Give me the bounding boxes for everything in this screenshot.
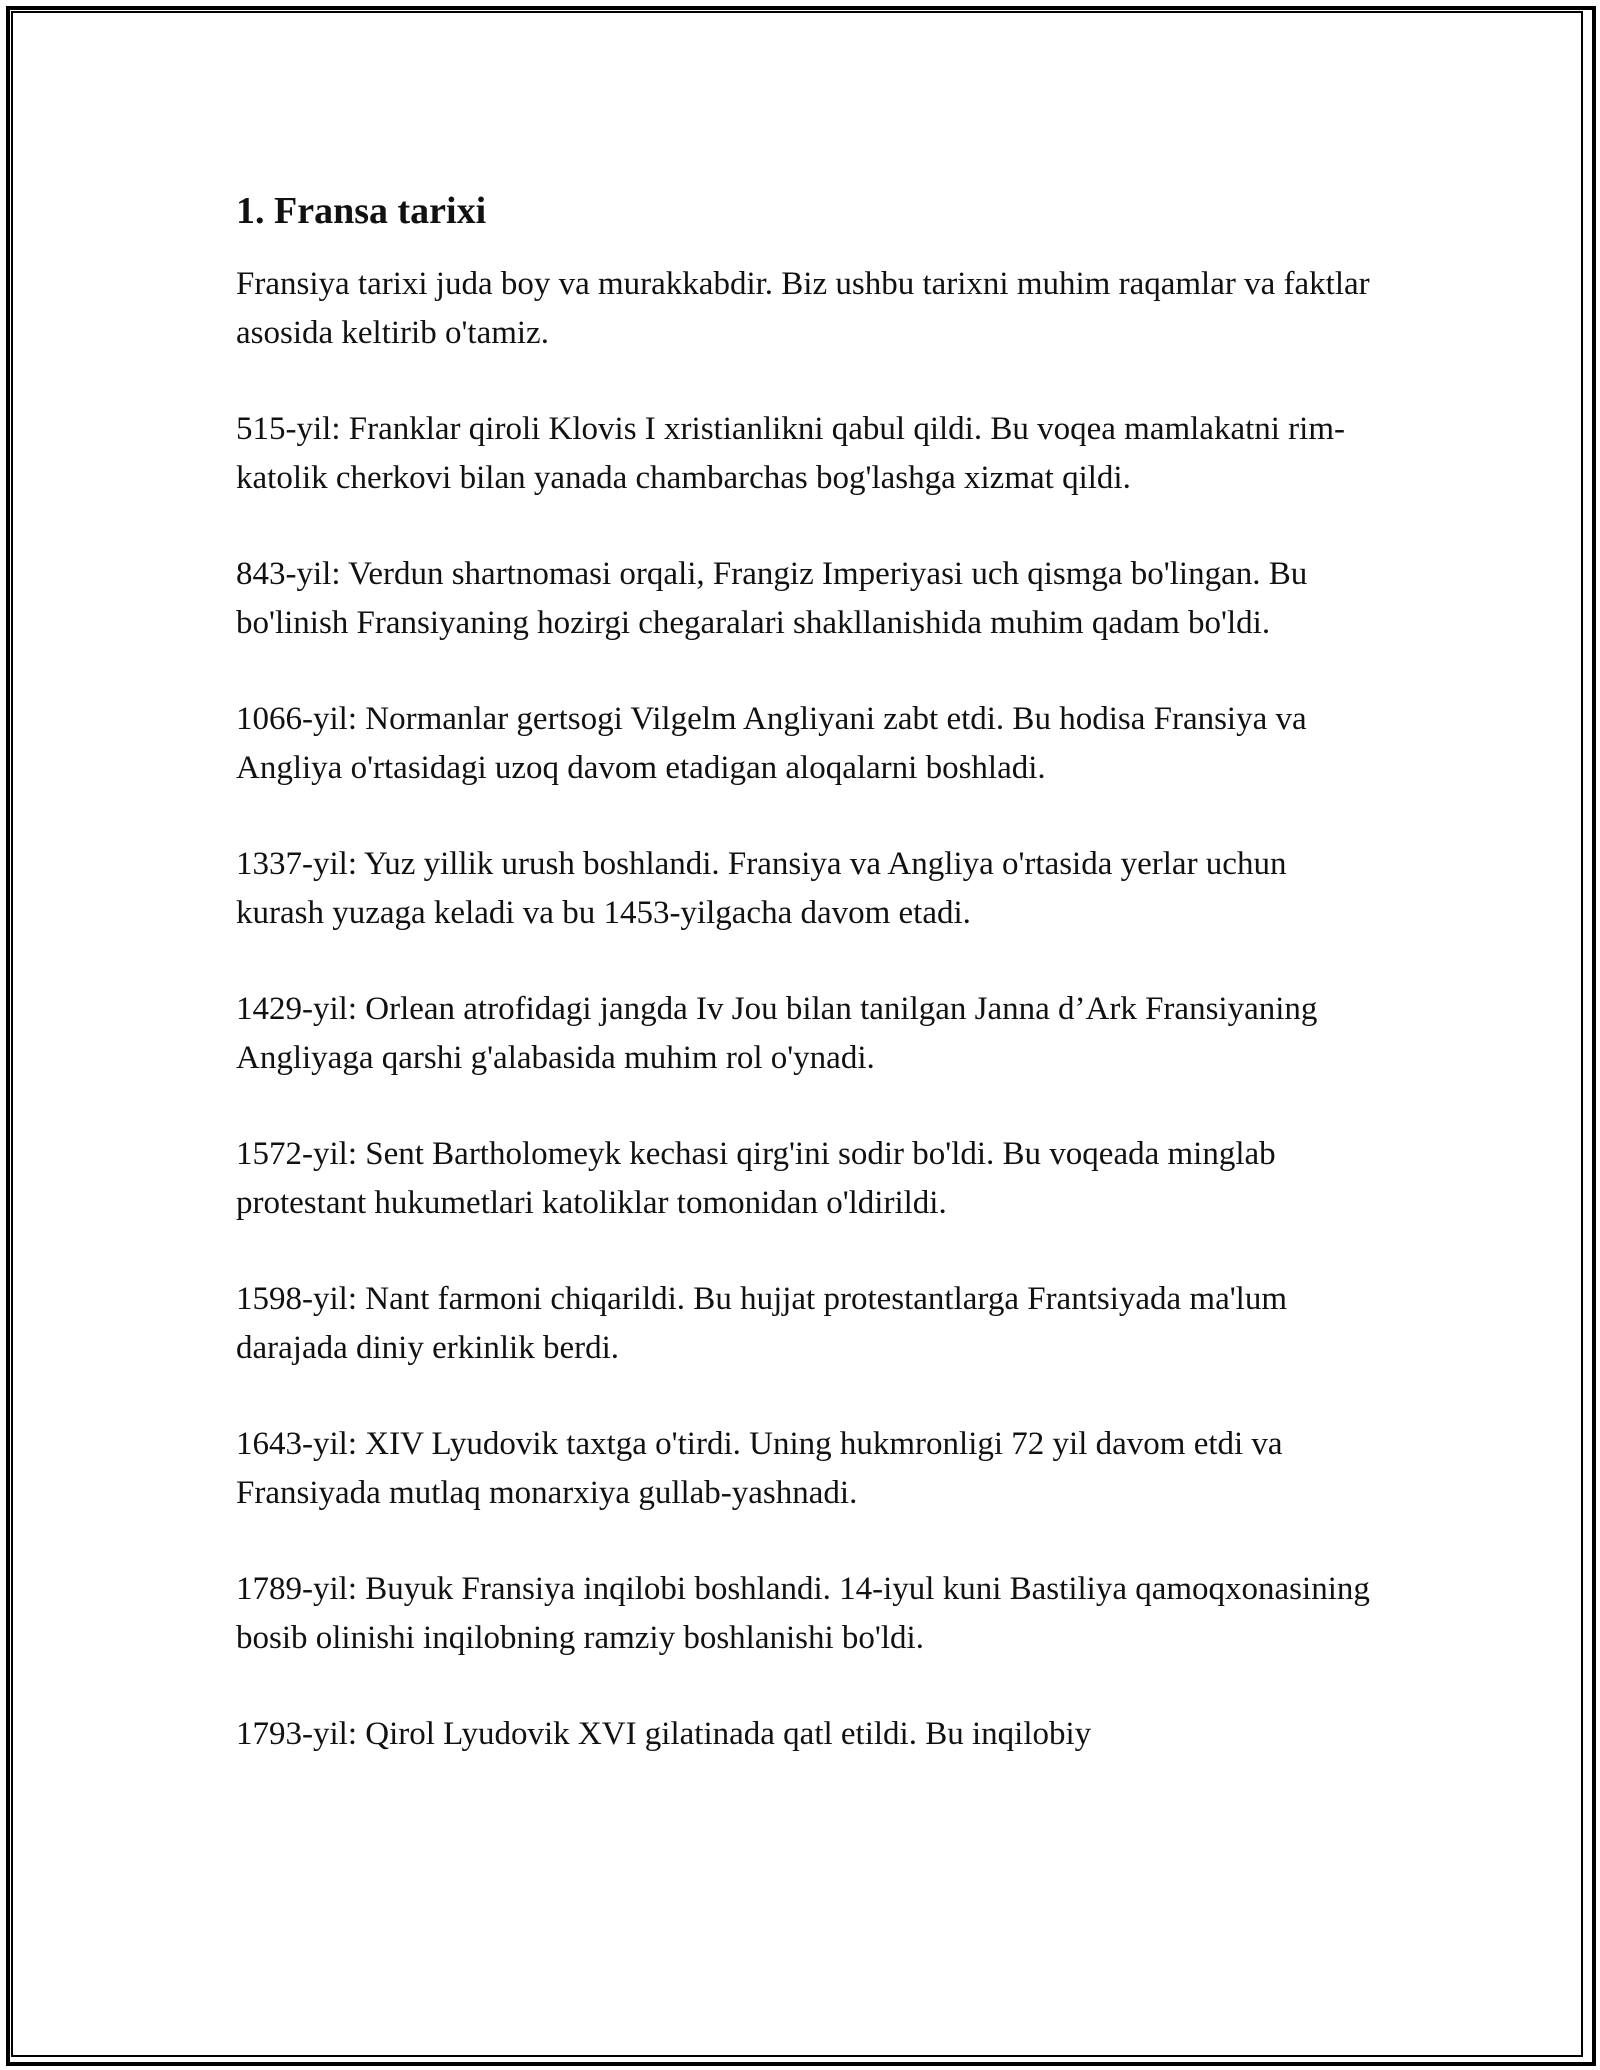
paragraph-1643: 1643-yil: XIV Lyudovik taxtga o'tirdi. Uning hukmronligi 72 yil davom etdi va Fransiyada mutlaq monarxiya gullab-yashnadi. xyxy=(236,1426,1283,1511)
paragraph-843: 843-yil: Verdun shartnomasi orqali, Frangiz Imperiyasi uch qismga bo'lingan. Bu bo'linish Fransiyaning hozirgi chegaralari shakllanishida muhim qadam bo'ldi. xyxy=(236,556,1308,641)
paragraph-1598: 1598-yil: Nant farmoni chiqarildi. Bu hujjat protestantlarga Frantsiyada ma'lum darajada diniy erkinlik berdi. xyxy=(236,1281,1288,1366)
paragraph-1066: 1066-yil: Normanlar gertsogi Vilgelm Angliyani zabt etdi. Bu hodisa Fransiya va Angliya o'rtasidagi uzoq davom etadigan aloqalarni boshladi. xyxy=(236,701,1307,786)
paragraph-515: 515-yil: Franklar qiroli Klovis I xristianlikni qabul qildi. Bu voqea mamlakatni rim-katolik cherkovi bilan yanada chambarchas bog'lashga xizmat qildi. xyxy=(236,411,1345,496)
paragraph-1429: 1429-yil: Orlean atrofidagi jangda Iv Jou bilan tanilgan Janna d’Ark Fransiyaning Angliyaga qarshi g'alabasida muhim rol o'ynadi. xyxy=(236,991,1318,1076)
paragraph-intro: Fransiya tarixi juda boy va murakkabdir. Biz ushbu tarixni muhim raqamlar va faktlar asosida keltirib o'tamiz. xyxy=(236,266,1370,351)
paragraph-1793: 1793-yil: Qirol Lyudovik XVI gilatinada qatl etildi. Bu inqilobiy xyxy=(236,1716,1092,1752)
paragraph-1572: 1572-yil: Sent Bartholomeyk kechasi qirg'ini sodir bo'ldi. Bu voqeada minglab protestant hukumetlari katoliklar tomonidan o'ldirildi. xyxy=(236,1136,1276,1221)
document-body xyxy=(236,186,1376,1759)
section-heading: 1. Fransa tarixi xyxy=(236,190,487,232)
paragraph-1337: 1337-yil: Yuz yillik urush boshlandi. Fransiya va Angliya o'rtasida yerlar uchun kurash yuzaga keladi va bu 1453-yilgacha davom etadi. xyxy=(236,846,1287,931)
paragraph-1789: 1789-yil: Buyuk Fransiya inqilobi boshlandi. 14-iyul kuni Bastiliya qamoqxonasining bosib olinishi inqilobning ramziy boshlanishi bo'ldi. xyxy=(236,1571,1370,1656)
